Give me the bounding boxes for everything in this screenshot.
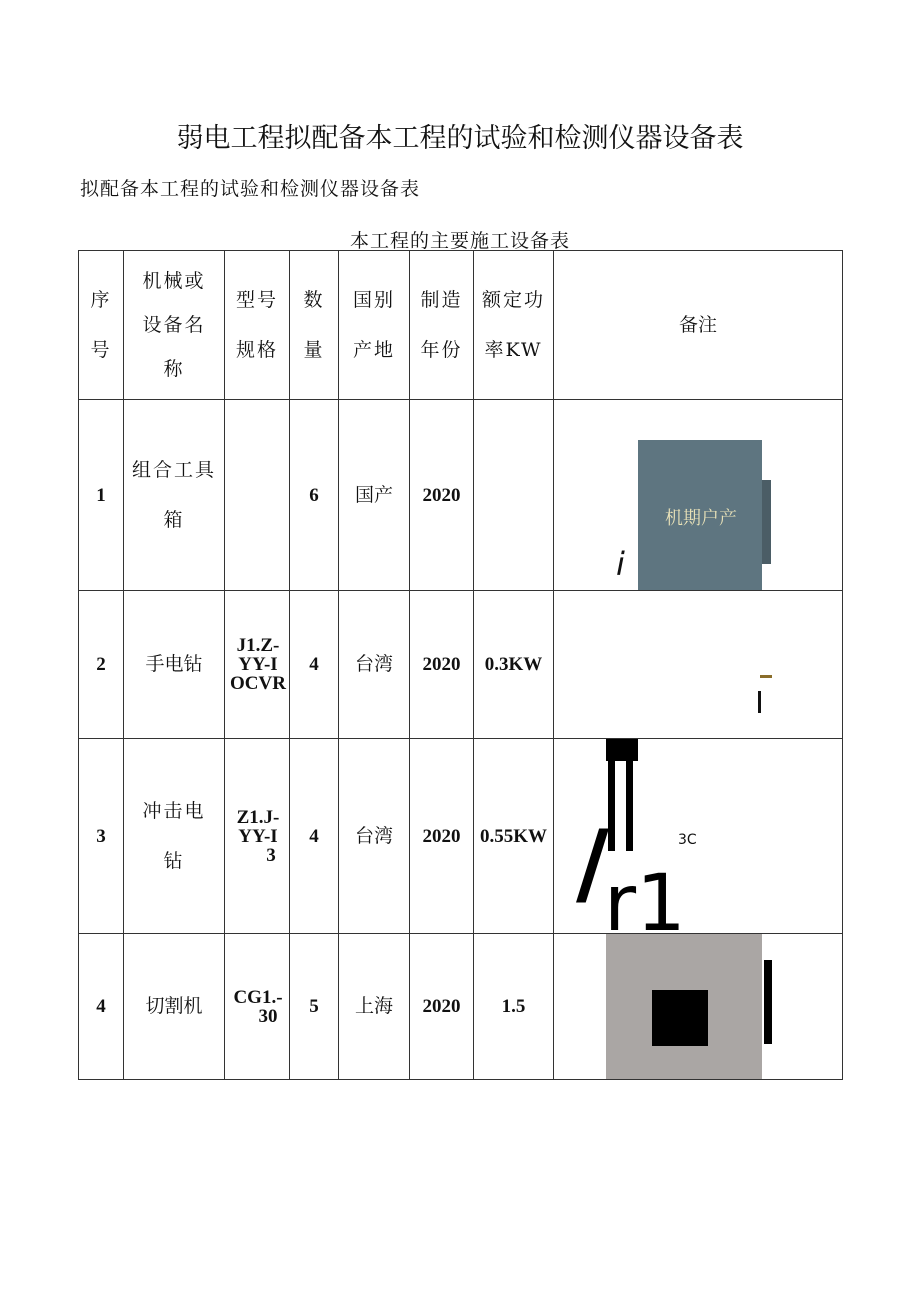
scan-mark (608, 759, 615, 851)
cell-power: 0.3KW (474, 591, 554, 739)
header-year: 制造 年份 (410, 251, 474, 400)
table-header-row (79, 251, 843, 400)
cell-name: 手电钻 (124, 591, 225, 739)
table-row (79, 400, 843, 591)
cell-origin: 台湾 (339, 591, 410, 739)
header-origin: 国别 产地 (339, 251, 410, 400)
scan-mark-text: r1 (604, 859, 686, 934)
cell-remark (554, 739, 843, 934)
cell-origin: 台湾 (339, 739, 410, 934)
scan-mark (760, 675, 772, 678)
header-no: 序 号 (79, 251, 124, 400)
cell-power: 1.5 (474, 934, 554, 1080)
cell-no: 2 (79, 591, 124, 739)
document-title: 弱电工程拟配备本工程的试验和检测仪器设备表 (176, 123, 744, 154)
cell-no: 1 (79, 400, 124, 591)
stamp-edge (764, 960, 772, 1044)
cell-qty: 4 (290, 591, 339, 739)
header-qty: 数 量 (290, 251, 339, 400)
cell-model (225, 400, 290, 591)
equipment-table (78, 250, 843, 1080)
cell-model: Z1.J- YY-I 3 (225, 739, 290, 934)
table-caption: 本工程的主要施工设备表 (349, 230, 570, 252)
cell-qty: 5 (290, 934, 339, 1080)
header-model: 型号 规格 (225, 251, 290, 400)
header-remark: 备注 (554, 251, 843, 400)
cell-year: 2020 (410, 591, 474, 739)
cell-year: 2020 (410, 739, 474, 934)
table-row (79, 739, 843, 934)
cell-power: 0.55KW (474, 739, 554, 934)
scan-mark (606, 739, 638, 761)
stamp-square (652, 990, 708, 1046)
table-row (79, 591, 843, 739)
stamp-mark: i (616, 545, 625, 583)
table-row (79, 934, 843, 1080)
scan-mark (758, 691, 761, 713)
document-subtitle: 拟配备本工程的试验和检测仪器设备表 (80, 178, 421, 200)
cell-remark (554, 400, 843, 591)
cell-year: 2020 (410, 934, 474, 1080)
header-name: 机械或 设备名 称 (124, 251, 225, 400)
cell-name: 组合工具 箱 (124, 400, 225, 591)
cell-qty: 6 (290, 400, 339, 591)
cell-model: J1.Z- YY-I OCVR (225, 591, 290, 739)
cell-year: 2020 (410, 400, 474, 591)
cell-qty: 4 (290, 739, 339, 934)
cell-no: 3 (79, 739, 124, 934)
cell-no: 4 (79, 934, 124, 1080)
cell-power (474, 400, 554, 591)
remark-text: 3C (678, 832, 697, 848)
scan-mark (626, 759, 633, 851)
cell-model: CG1.- 30 (225, 934, 290, 1080)
stamp-text: 机期户产 (665, 508, 737, 529)
scan-mark: / (576, 811, 609, 916)
cell-remark (554, 934, 843, 1080)
cell-remark (554, 591, 843, 739)
cell-origin: 国产 (339, 400, 410, 591)
cell-name: 切割机 (124, 934, 225, 1080)
cell-origin: 上海 (339, 934, 410, 1080)
cell-name: 冲击电 钻 (124, 739, 225, 934)
header-power: 额定功 率KW (474, 251, 554, 400)
